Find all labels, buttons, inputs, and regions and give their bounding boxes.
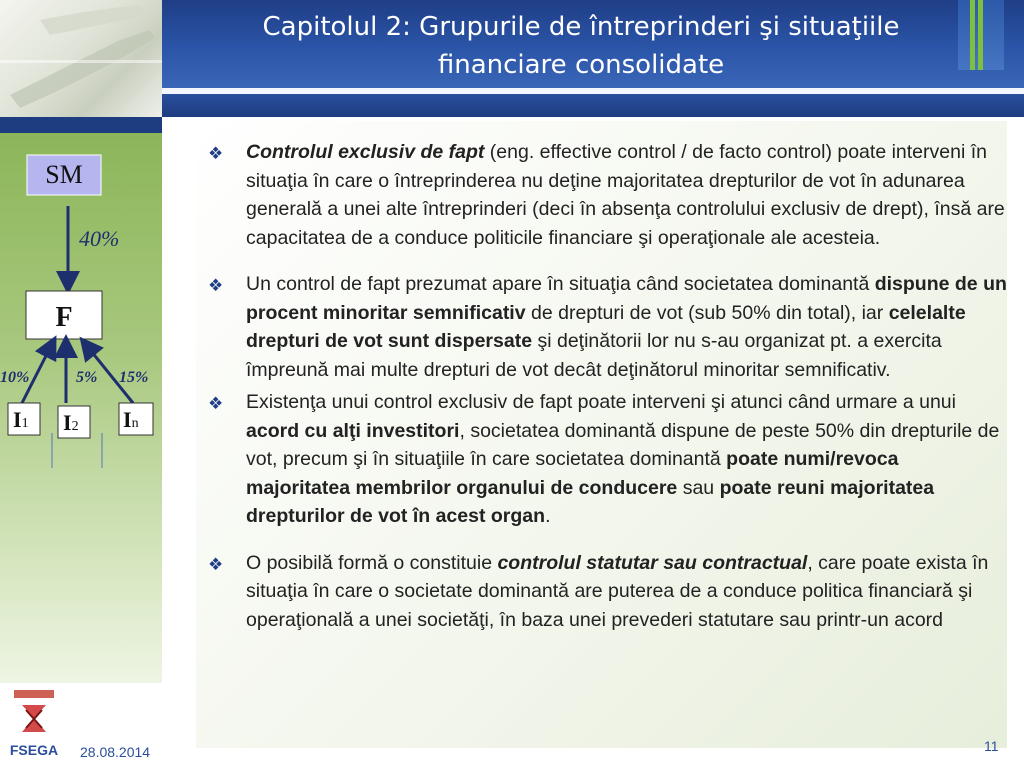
- slide-title-line2: financiare consolidate: [437, 50, 725, 80]
- bullet-text-run: de drepturi de vot (sub 50% din total), iar: [525, 301, 889, 324]
- bullet-text-run: Existenţa unui control exclusiv de fapt poate interveni şi atunci când urmare a unui: [246, 391, 956, 413]
- fsega-logo: [4, 690, 64, 762]
- pct-top-label: 40%: [79, 226, 120, 251]
- page-number: 11: [984, 738, 999, 754]
- slide-title: [166, 8, 996, 84]
- diamond-bullet-icon: ❖: [208, 554, 224, 574]
- bullet-text-run: dispune de un procent minoritar semnificativ: [246, 273, 1007, 324]
- slide-title-line1: Capitolul 2: Grupurile de întreprinderi şi situaţiile: [262, 12, 900, 42]
- footer-date: 28.08.2014: [80, 744, 151, 760]
- control-diagram: [0, 133, 162, 493]
- node-i2-label: I2: [63, 410, 79, 435]
- node-sm-label: SM: [45, 160, 83, 189]
- bullet-text-run: (eng. effective control / de facto control) poate interveni în situaţia în care o întreprinderea nu deţine majoritatea drepturilor de vot în adunarea generală a unei alte întreprinderi (deci în absenţa controlului exclusiv de drept), însă are capacitatea de a conduce politicile financiare şi operaţionale ale acesteia.: [246, 141, 1005, 249]
- bullet-text-run: poate reuni majoritatea drepturilor de vot în acest organ: [246, 476, 935, 527]
- bullet-text-run: .: [545, 505, 551, 527]
- diamond-bullet-icon: ❖: [208, 144, 224, 163]
- svg-text:FSEGA: FSEGA: [9, 742, 59, 758]
- pct-right-label: 15%: [119, 369, 149, 386]
- bullet-text-run: controlul statutar sau contractual: [497, 551, 808, 574]
- node-f-label: F: [55, 302, 73, 333]
- bullet-text-run: Controlul exclusiv de fapt: [246, 141, 485, 163]
- bullet-item: [196, 270, 1007, 384]
- bullet-item: [196, 388, 1007, 531]
- bullet-text-run: , care poate exista în situaţia în care o societate dominantă are puterea de a conduce politica financiară şi operaţională a unei societăţi, în baza unei prevederi statutare sau printr-un acord: [246, 551, 989, 631]
- pct-left-label: 10%: [0, 369, 30, 386]
- bullet-text-run: sau: [677, 476, 720, 499]
- bullet-item: [196, 138, 1007, 252]
- header-bottom-band: [162, 94, 1024, 117]
- node-in-label: In: [123, 407, 139, 432]
- pct-mid-label: 5%: [76, 369, 98, 386]
- bullet-text-run: şi deţinătorii lor nu s-au organizat pt. a exercita împreună mai multe drepturi de vot decât deţinătorul minoritar semnificativ.: [246, 330, 942, 381]
- bullet-text-run: poate numi/revoca majoritatea membrilor organului de conducere: [246, 448, 899, 499]
- bullet-text-run: acord cu alţi investitori: [246, 419, 460, 442]
- content-panel: [196, 121, 1007, 748]
- header-photo: [0, 0, 162, 117]
- diamond-bullet-icon: ❖: [208, 394, 224, 413]
- bullet-list: [196, 121, 1007, 634]
- bullet-text-run: , societatea dominantă dispune de peste 50% din drepturile de vot, precum şi în situaţiile în care societatea dominantă: [246, 419, 1000, 470]
- bullet-text-run: celelalte drepturi de vot sunt dispersate: [246, 301, 966, 352]
- bullet-text-run: Un control de fapt prezumat apare în situaţia când societatea dominantă: [246, 273, 875, 295]
- bullet-item: [196, 549, 1007, 635]
- left-panel-top-band: [0, 117, 162, 133]
- bullet-text-run: O posibilă formă o constituie: [246, 551, 498, 574]
- diamond-bullet-icon: ❖: [208, 276, 224, 295]
- node-i1-label: I1: [13, 407, 29, 432]
